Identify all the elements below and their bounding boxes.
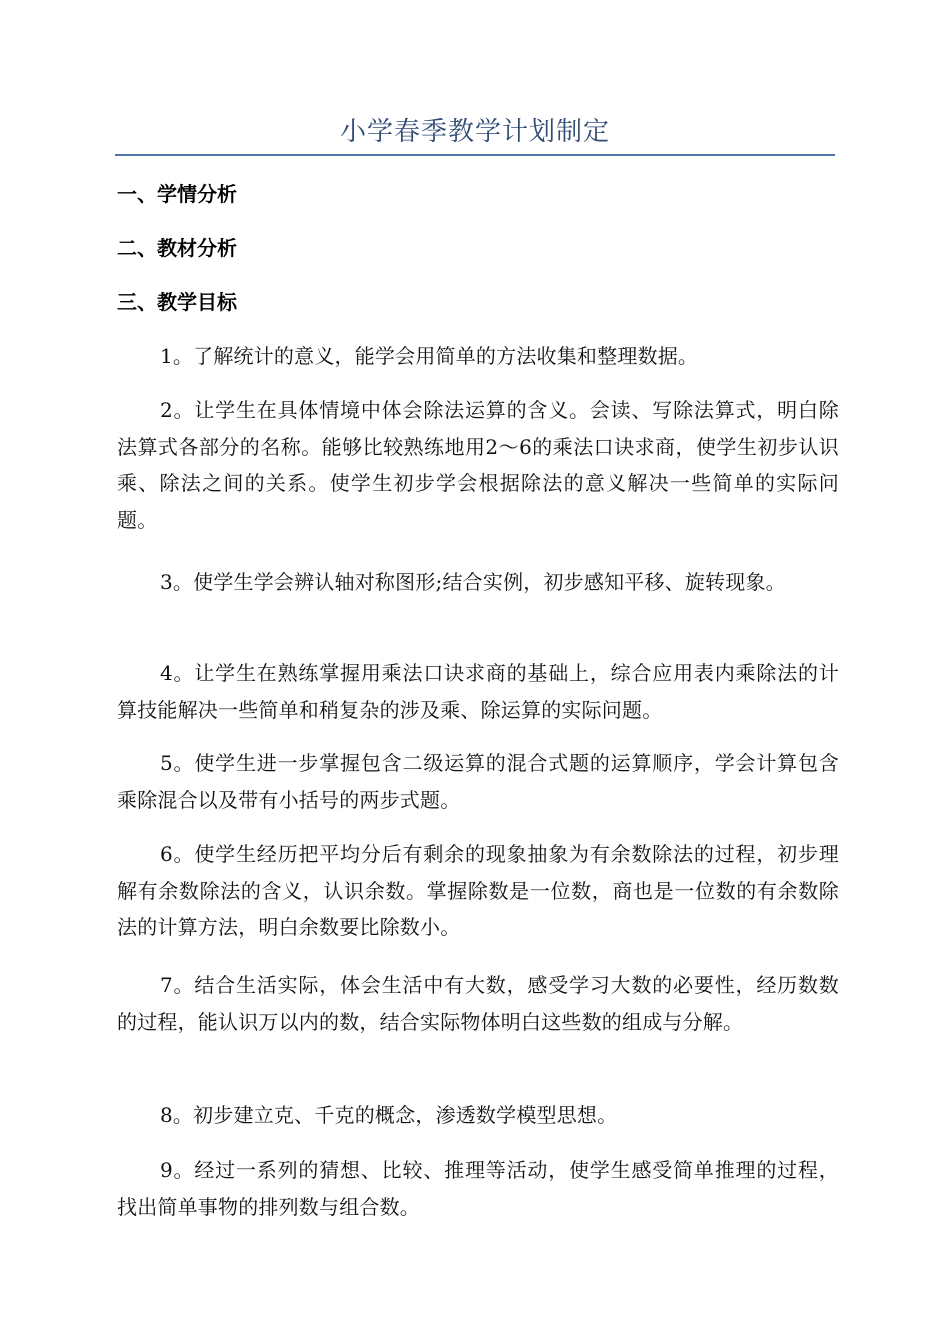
goal-item-2: 2。让学生在具体情境中体会除法运算的含义。会读、写除法算式，明白除法算式各部分的名称。能够比较熟练地用2～6的乘法口诀求商，使学生初步认识乘、除法之间的关系。使学生初步学会根据除法的意义解决一些简单的实际问题。 xyxy=(117,398,839,532)
section-heading-teaching-goals: 三、教学目标 xyxy=(117,290,237,314)
goal-item-9: 9。经过一系列的猜想、比较、推理等活动，使学生感受简单推理的过程，找出简单事物的排列数与组合数。 xyxy=(117,1158,839,1219)
goal-item-5: 5。使学生进一步掌握包含二级运算的混合式题的运算顺序，学会计算包含乘除混合以及带有小括号的两步式题。 xyxy=(117,751,839,812)
goal-item-6: 6。使学生经历把平均分后有剩余的现象抽象为有余数除法的过程，初步理解有余数除法的含义，认识余数。掌握除数是一位数，商也是一位数的有余数除法的计算方法，明白余数要比除数小。 xyxy=(117,842,839,939)
goal-item-4: 4。让学生在熟练掌握用乘法口诀求商的基础上，综合应用表内乘除法的计算技能解决一些简单和稍复杂的涉及乘、除运算的实际问题。 xyxy=(117,661,839,722)
document-title: 小学春季教学计划制定 xyxy=(339,117,610,147)
section-heading-learning-analysis: 一、学情分析 xyxy=(117,182,237,206)
title-underline xyxy=(115,154,835,156)
section-heading-textbook-analysis: 二、教材分析 xyxy=(117,236,237,260)
goal-item-8: 8。初步建立克、千克的概念，渗透数学模型思想。 xyxy=(160,1103,618,1127)
goal-item-3: 3。使学生学会辨认轴对称图形;结合实例，初步感知平移、旋转现象。 xyxy=(160,570,786,594)
goal-item-1: 1。了解统计的意义，能学会用简单的方法收集和整理数据。 xyxy=(160,344,699,368)
goal-item-7: 7。结合生活实际，体会生活中有大数，感受学习大数的必要性，经历数数的过程，能认识万以内的数，结合实际物体明白这些数的组成与分解。 xyxy=(117,973,839,1034)
